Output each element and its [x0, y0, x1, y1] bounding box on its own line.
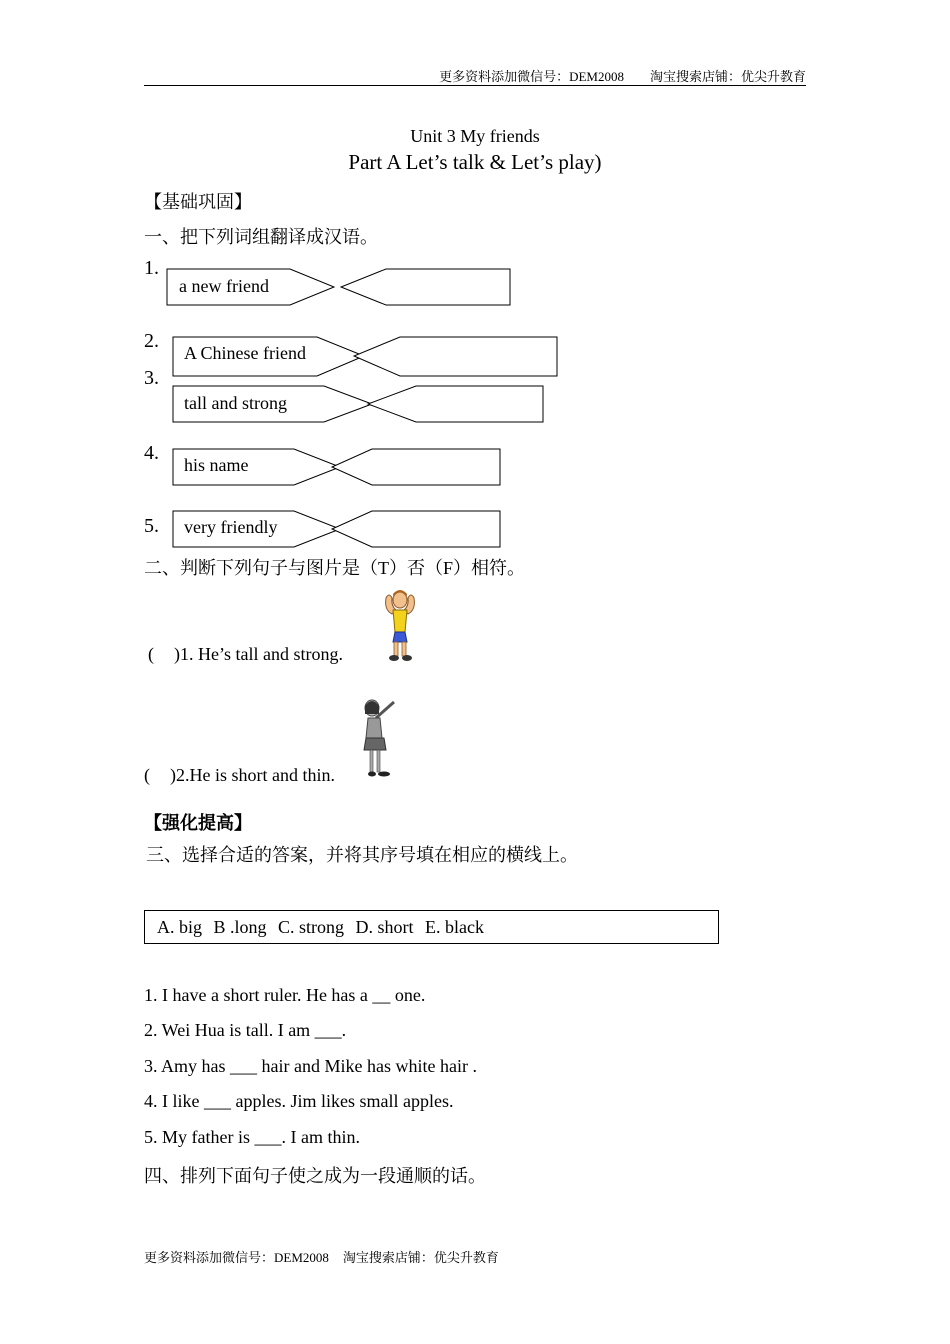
section-basic-heading: 【基础巩固】	[144, 192, 252, 212]
option-item: C. strong	[278, 917, 345, 937]
footer-wechat: 更多资料添加微信号：DEM2008	[144, 1250, 329, 1265]
q3-sentence: 4. I like ___ apples. Jim likes small apples.	[144, 1091, 454, 1111]
strong-man-image	[380, 588, 420, 663]
header-rule	[144, 85, 806, 86]
q3-instruction: 三、选择合适的答案，并将其序号填在相应的横线上。	[146, 845, 578, 865]
footer-shop: 淘宝搜索店铺：优尖升教育	[342, 1250, 499, 1265]
answer-paren-open: (	[144, 765, 150, 785]
q3-options-box	[144, 910, 719, 944]
q1-item-phrase: A Chinese friend	[184, 343, 306, 363]
q1-item-phrase: a new friend	[179, 276, 269, 296]
q2-item-1	[148, 644, 343, 665]
option-item: B .long	[213, 917, 267, 937]
q3-sentence: 5. My father is ___. I am thin.	[144, 1127, 360, 1147]
option-item: A. big	[157, 917, 202, 937]
q1-item-number: 3.	[144, 367, 159, 389]
q2-item-text: 1. He’s tall and strong.	[180, 644, 343, 664]
q1-item-number: 4.	[144, 442, 159, 464]
answer-paren-open: (	[148, 644, 154, 664]
q1-item-number: 5.	[144, 515, 159, 537]
page-footer	[144, 1247, 499, 1266]
unit-title: Unit 3 My friends	[410, 126, 540, 146]
q2-item-text: 2.He is short and thin.	[176, 765, 335, 785]
option-item: E. black	[425, 917, 485, 937]
q1-item-number: 2.	[144, 330, 159, 352]
answer-paren-close: )	[174, 644, 180, 664]
part-title: Part A Let’s talk & Let’s play)	[348, 150, 602, 174]
q3-sentence: 3. Amy has ___ hair and Mike has white hair .	[144, 1056, 477, 1076]
q1-item-number: 1.	[144, 257, 159, 279]
q2-instruction: 二、判断下列句子与图片是（T）否（F）相符。	[144, 558, 526, 578]
q2-item-2	[144, 765, 335, 786]
q1-item-phrase: his name	[184, 455, 249, 475]
page-header	[439, 66, 806, 85]
section-advanced-heading: 【强化提高】	[144, 813, 252, 833]
header-shop: 淘宝搜索店铺：优尖升教育	[649, 69, 806, 84]
q4-instruction: 四、排列下面句子使之成为一段通顺的话。	[144, 1166, 486, 1186]
q1-instruction: 一、把下列词组翻译成汉语。	[144, 227, 378, 247]
q3-sentence: 2. Wei Hua is tall. I am ___.	[144, 1020, 347, 1040]
q3-sentence: 1. I have a short ruler. He has a __ one.	[144, 985, 426, 1005]
thin-person-image	[358, 698, 400, 782]
q1-item-phrase: very friendly	[184, 517, 278, 537]
header-wechat: 更多资料添加微信号：DEM2008	[439, 69, 624, 84]
answer-paren-close: )	[170, 765, 176, 785]
q1-item-phrase: tall and strong	[184, 393, 287, 413]
option-item: D. short	[355, 917, 414, 937]
